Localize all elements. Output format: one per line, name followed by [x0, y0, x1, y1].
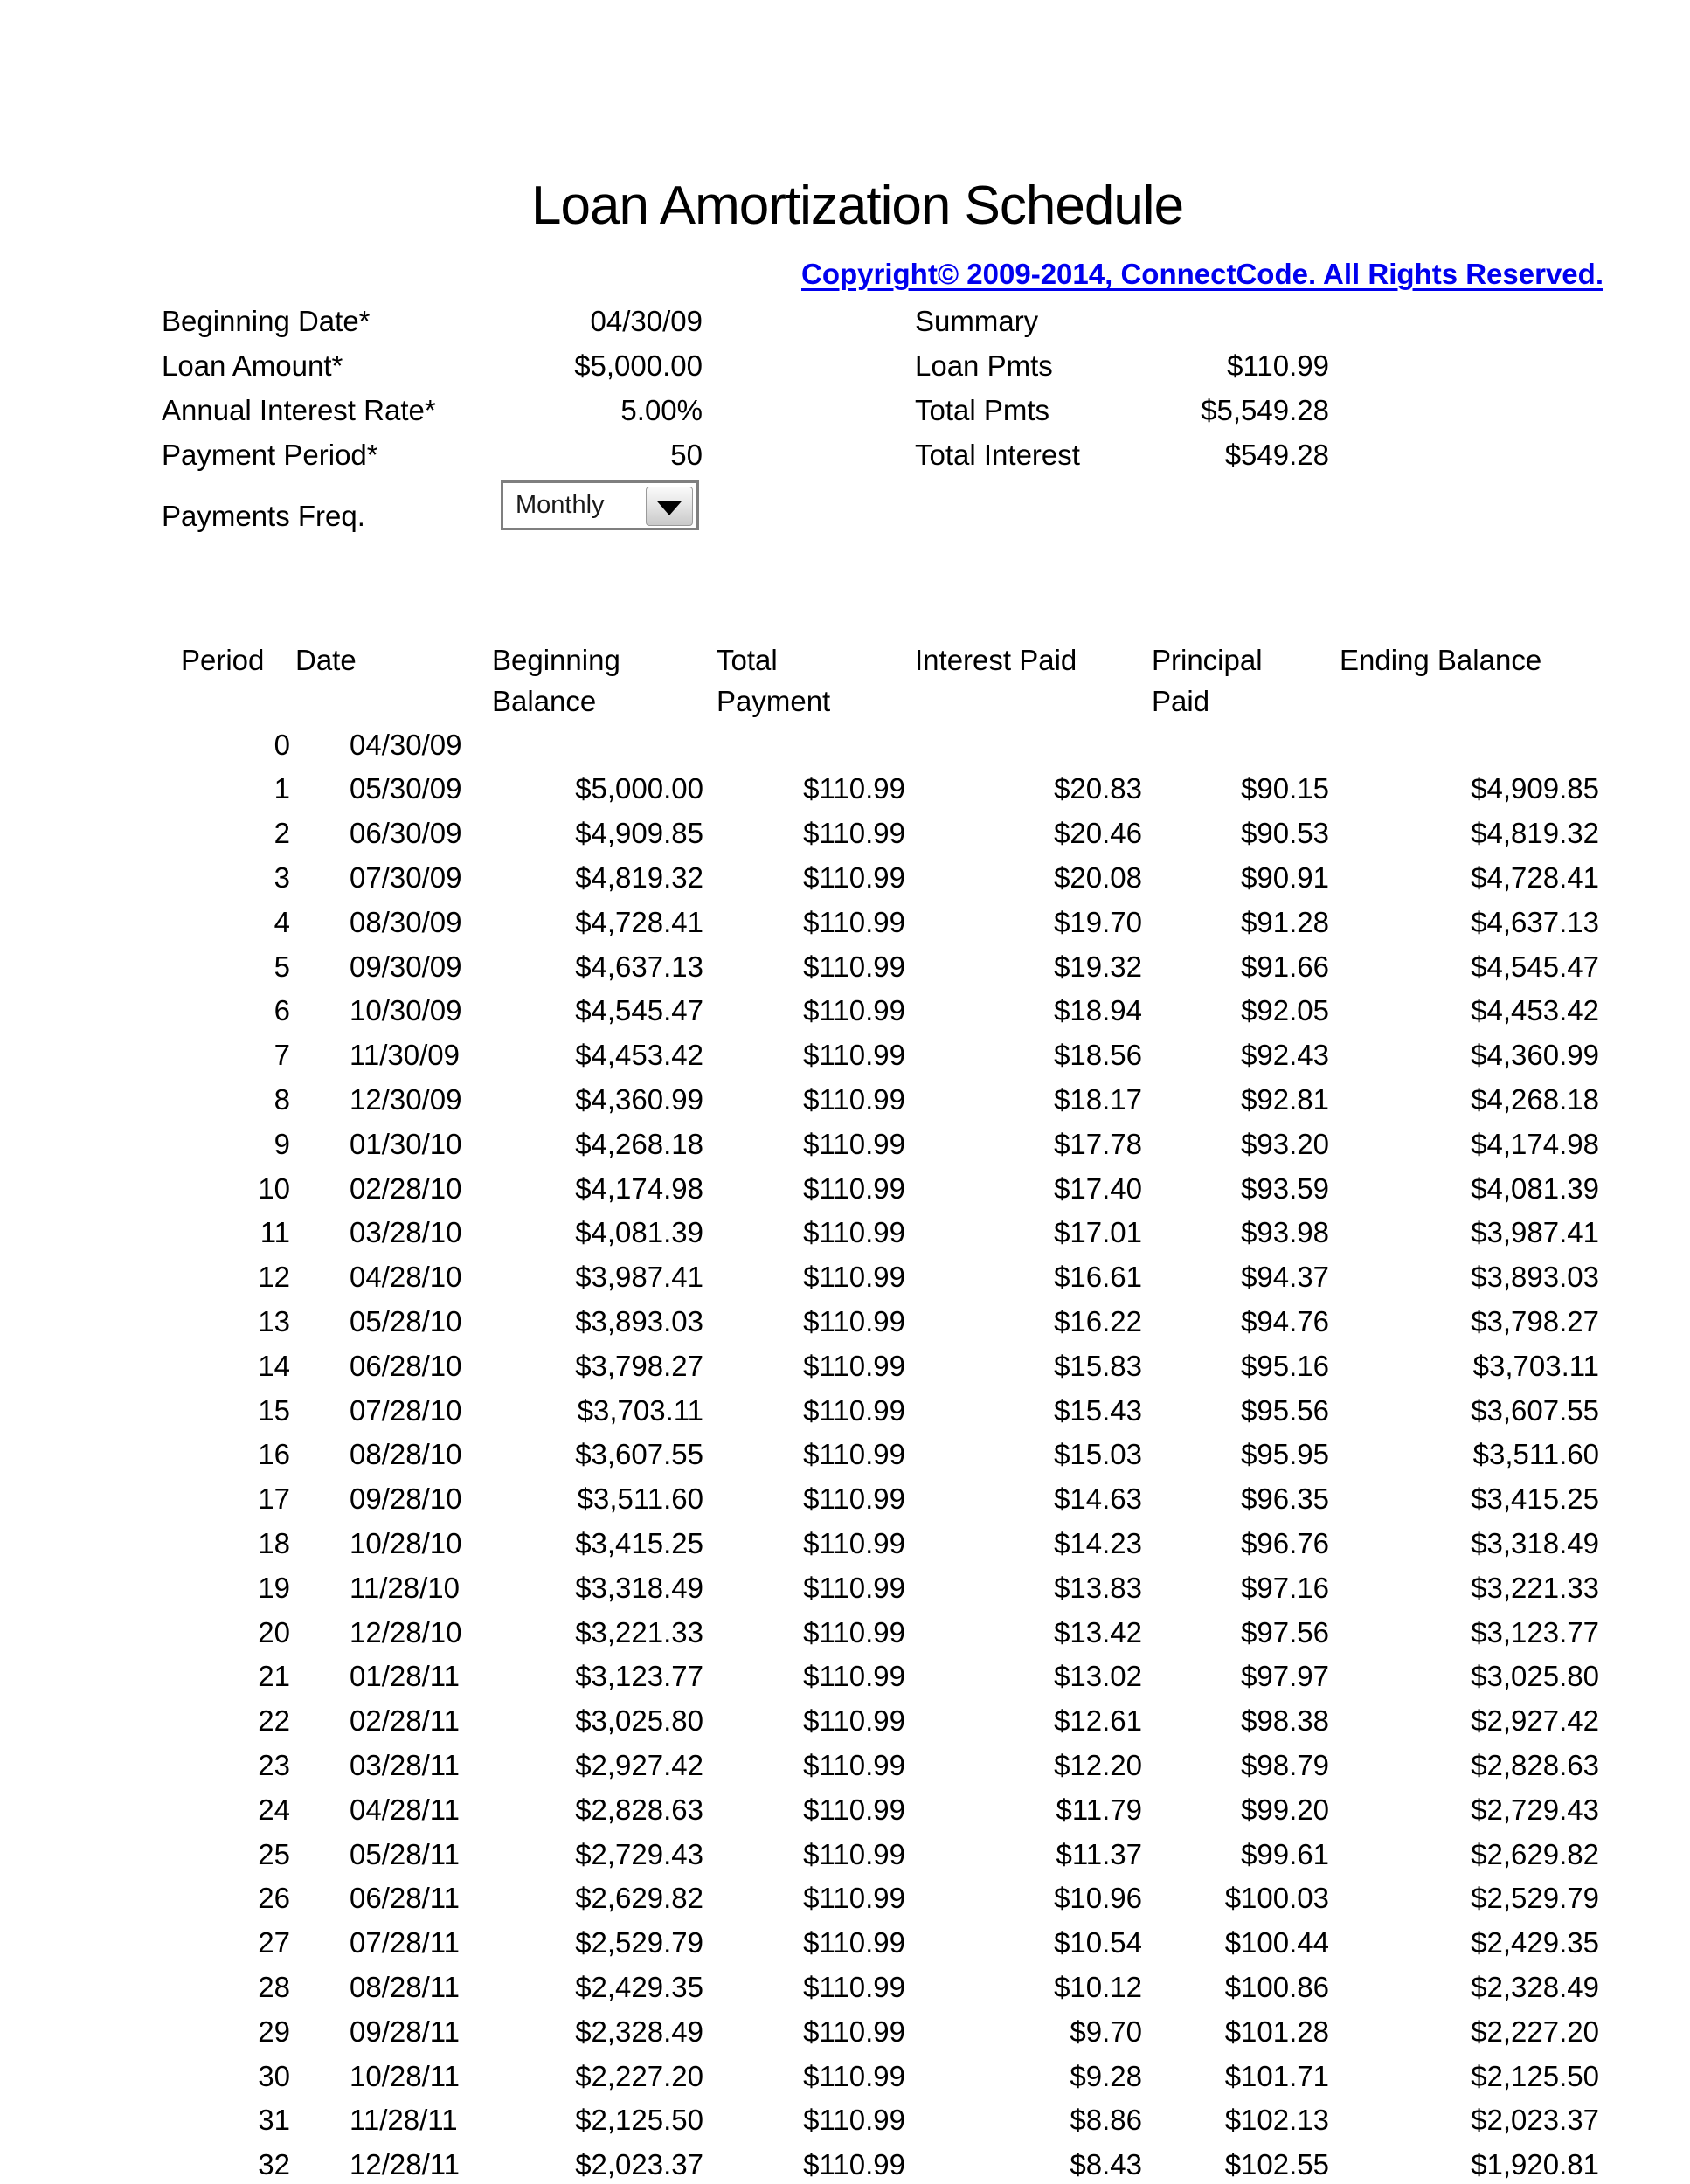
cell-period: 21: [258, 1660, 290, 1692]
col-header-ending-balance: Ending Balance: [1340, 644, 1542, 676]
cell-payment: $110.99: [803, 1350, 905, 1382]
cell-date: 09/28/11: [350, 2015, 461, 2048]
payment-period-label: Payment Period*: [162, 439, 378, 471]
cell-principal: $97.16: [1241, 1572, 1329, 1604]
cell-principal: $101.71: [1224, 2060, 1329, 2092]
cell-date: 09/28/10: [350, 1482, 462, 1515]
cell-interest: $19.32: [1054, 950, 1142, 983]
cell-beginning: $5,000.00: [575, 772, 703, 805]
cell-beginning: $4,819.32: [575, 861, 703, 894]
cell-interest: $10.54: [1054, 1926, 1142, 1959]
cell-ending: $3,607.55: [1471, 1394, 1599, 1427]
cell-beginning: $3,123.77: [575, 1660, 703, 1692]
cell-payment: $110.99: [803, 1882, 905, 1914]
col-header-principal-line1: Principal: [1152, 644, 1263, 676]
cell-date: 03/28/10: [350, 1216, 462, 1248]
cell-beginning: $3,318.49: [575, 1572, 703, 1604]
total-interest-value: $549.28: [1224, 439, 1329, 471]
payments-freq-combobox[interactable]: [501, 480, 699, 530]
cell-period: 12: [258, 1261, 290, 1293]
cell-date: 12/28/10: [350, 1616, 462, 1648]
cell-ending: $3,511.60: [1472, 1438, 1599, 1470]
cell-date: 10/30/09: [350, 994, 462, 1026]
cell-beginning: $4,637.13: [575, 950, 703, 983]
table-row: [0, 1081, 1690, 1119]
table-row: [0, 1435, 1690, 1474]
cell-payment: $110.99: [803, 1039, 905, 1071]
cell-period: 16: [258, 1438, 290, 1470]
cell-ending: $4,268.18: [1471, 1083, 1599, 1116]
cell-principal: $99.61: [1241, 1838, 1329, 1870]
table-row: [0, 2013, 1690, 2051]
cell-principal: $96.76: [1241, 1527, 1329, 1559]
cell-date: 04/30/09: [350, 729, 462, 761]
cell-payment: $110.99: [803, 1527, 905, 1559]
cell-principal: $95.56: [1241, 1394, 1329, 1427]
table-row: [0, 903, 1690, 942]
cell-payment: $110.99: [803, 1794, 905, 1826]
cell-beginning: $4,268.18: [575, 1128, 703, 1160]
cell-date: 05/28/11: [350, 1838, 461, 1870]
total-interest-label: Total Interest: [915, 439, 1080, 471]
cell-payment: $110.99: [803, 1261, 905, 1293]
cell-interest: $15.03: [1054, 1438, 1142, 1470]
cell-principal: $90.15: [1241, 772, 1329, 805]
table-row: [0, 1480, 1690, 1518]
cell-date: 01/30/10: [350, 1128, 462, 1160]
cell-principal: $98.79: [1241, 1749, 1329, 1781]
cell-date: 06/28/10: [350, 1350, 462, 1382]
cell-ending: $2,328.49: [1471, 1971, 1599, 2003]
cell-principal: $102.55: [1224, 2148, 1329, 2181]
payments-freq-label: Payments Freq.: [162, 500, 365, 532]
cell-date: 11/28/10: [350, 1572, 461, 1604]
table-row: [0, 1036, 1690, 1075]
table-row: [0, 770, 1690, 808]
loan-amount-value[interactable]: $5,000.00: [574, 349, 703, 382]
cell-principal: $90.53: [1241, 817, 1329, 849]
cell-payment: $110.99: [803, 1394, 905, 1427]
cell-ending: $2,023.37: [1471, 2104, 1599, 2136]
cell-ending: $2,429.35: [1471, 1926, 1599, 1959]
cell-beginning: $2,927.42: [575, 1749, 703, 1781]
cell-ending: $3,703.11: [1472, 1350, 1599, 1382]
cell-beginning: $3,798.27: [575, 1350, 703, 1382]
cell-principal: $96.35: [1241, 1482, 1329, 1515]
cell-period: 22: [258, 1704, 290, 1737]
table-row: [0, 1125, 1690, 1164]
cell-period: 24: [258, 1794, 290, 1826]
cell-payment: $110.99: [803, 1083, 905, 1116]
table-row: [0, 814, 1690, 853]
cell-principal: $92.05: [1241, 994, 1329, 1026]
cell-date: 02/28/11: [350, 1704, 461, 1737]
cell-payment: $110.99: [803, 906, 905, 938]
cell-beginning: $2,729.43: [575, 1838, 703, 1870]
cell-ending: $4,637.13: [1471, 906, 1599, 938]
cell-date: 10/28/10: [350, 1527, 462, 1559]
table-row: [0, 1347, 1690, 1386]
cell-beginning: $3,511.60: [577, 1482, 703, 1515]
cell-payment: $110.99: [803, 1616, 905, 1648]
loan-pmts-value: $110.99: [1227, 349, 1329, 382]
table-row: [0, 1702, 1690, 1740]
cell-principal: $92.81: [1241, 1083, 1329, 1116]
table-row: [0, 2057, 1690, 2096]
cell-date: 04/28/11: [350, 1794, 461, 1826]
total-pmts-value: $5,549.28: [1201, 394, 1329, 426]
table-row: [0, 1791, 1690, 1829]
table-row: [0, 1746, 1690, 1785]
cell-period: 31: [258, 2104, 290, 2136]
cell-period: 11: [260, 1216, 290, 1248]
col-header-beginning-line1: Beginning: [492, 644, 620, 676]
cell-date: 08/28/10: [350, 1438, 462, 1470]
cell-period: 9: [274, 1128, 290, 1160]
col-header-total-line2: Payment: [717, 685, 831, 717]
cell-interest: $9.70: [1070, 2015, 1142, 2048]
cell-beginning: $3,893.03: [575, 1305, 703, 1337]
table-row: [0, 1258, 1690, 1296]
table-row: [0, 2101, 1690, 2139]
cell-period: 27: [258, 1926, 290, 1959]
cell-interest: $11.79: [1056, 1794, 1142, 1826]
table-row: [0, 1657, 1690, 1696]
table-row: [0, 1879, 1690, 1918]
cell-date: 02/28/10: [350, 1172, 462, 1205]
cell-payment: $110.99: [803, 1838, 905, 1870]
cell-interest: $17.40: [1054, 1172, 1142, 1205]
table-row: [0, 1213, 1690, 1252]
cell-period: 6: [274, 994, 290, 1026]
dropdown-arrow-icon: [657, 501, 682, 515]
cell-date: 06/28/11: [350, 1882, 461, 1914]
cell-beginning: $4,728.41: [575, 906, 703, 938]
cell-payment: $110.99: [803, 1172, 905, 1205]
cell-period: 2: [274, 817, 290, 849]
cell-ending: $2,125.50: [1471, 2060, 1599, 2092]
cell-period: 20: [258, 1616, 290, 1648]
cell-principal: $94.37: [1241, 1261, 1329, 1293]
table-row: [0, 1392, 1690, 1430]
cell-ending: $4,081.39: [1471, 1172, 1599, 1205]
cell-period: 17: [258, 1482, 290, 1515]
cell-beginning: $4,545.47: [575, 994, 703, 1026]
cell-ending: $1,920.81: [1471, 2148, 1599, 2181]
cell-payment: $110.99: [803, 1971, 905, 2003]
cell-date: 09/30/09: [350, 950, 462, 983]
cell-period: 3: [274, 861, 290, 894]
cell-beginning: $4,909.85: [575, 817, 703, 849]
col-header-total-line1: Total: [717, 644, 778, 676]
cell-principal: $97.97: [1241, 1660, 1329, 1692]
cell-ending: $2,529.79: [1471, 1882, 1599, 1914]
cell-period: 7: [274, 1039, 290, 1071]
loan-pmts-label: Loan Pmts: [915, 349, 1053, 382]
cell-interest: $10.12: [1054, 1971, 1142, 2003]
cell-date: 04/28/10: [350, 1261, 462, 1293]
cell-interest: $9.28: [1070, 2060, 1142, 2092]
cell-date: 05/30/09: [350, 772, 462, 805]
table-row: [0, 1924, 1690, 1962]
cell-period: 8: [274, 1083, 290, 1116]
cell-period: 14: [258, 1350, 290, 1382]
cell-ending: $4,453.42: [1471, 994, 1599, 1026]
cell-interest: $20.08: [1054, 861, 1142, 894]
cell-beginning: $3,025.80: [575, 1704, 703, 1737]
cell-payment: $110.99: [803, 1482, 905, 1515]
cell-date: 07/30/09: [350, 861, 462, 894]
cell-date: 11/28/11: [350, 2104, 458, 2136]
cell-ending: $4,545.47: [1471, 950, 1599, 983]
cell-payment: $110.99: [803, 1749, 905, 1781]
cell-principal: $98.38: [1241, 1704, 1329, 1737]
cell-interest: $15.43: [1054, 1394, 1142, 1427]
col-header-date: Date: [295, 644, 357, 676]
loan-amount-label: Loan Amount*: [162, 349, 343, 382]
cell-interest: $12.20: [1054, 1749, 1142, 1781]
cell-date: 07/28/10: [350, 1394, 462, 1427]
cell-date: 05/28/10: [350, 1305, 462, 1337]
cell-payment: $110.99: [803, 1216, 905, 1248]
cell-period: 5: [274, 950, 290, 983]
cell-principal: $92.43: [1241, 1039, 1329, 1071]
cell-interest: $8.86: [1070, 2104, 1142, 2136]
cell-principal: $90.91: [1241, 861, 1329, 894]
cell-payment: $110.99: [803, 1926, 905, 1959]
cell-interest: $18.17: [1054, 1083, 1142, 1116]
interest-rate-label: Annual Interest Rate*: [162, 394, 436, 426]
cell-principal: $95.16: [1241, 1350, 1329, 1382]
cell-period: 4: [274, 906, 290, 938]
col-header-principal-line2: Paid: [1152, 685, 1210, 717]
cell-interest: $18.56: [1054, 1039, 1142, 1071]
cell-period: 1: [274, 772, 290, 805]
table-row: [0, 859, 1690, 897]
cell-principal: $101.28: [1224, 2015, 1329, 2048]
cell-date: 11/30/09: [350, 1039, 461, 1071]
cell-principal: $93.59: [1241, 1172, 1329, 1205]
cell-interest: $8.43: [1070, 2148, 1142, 2181]
cell-payment: $110.99: [803, 1660, 905, 1692]
cell-principal: $97.56: [1241, 1616, 1329, 1648]
cell-payment: $110.99: [803, 1438, 905, 1470]
cell-payment: $110.99: [803, 2015, 905, 2048]
cell-beginning: $3,607.55: [575, 1438, 703, 1470]
table-row: [0, 2146, 1690, 2184]
cell-ending: $2,828.63: [1471, 1749, 1599, 1781]
cell-beginning: $2,227.20: [575, 2060, 703, 2092]
cell-ending: $3,123.77: [1471, 1616, 1599, 1648]
cell-interest: $16.61: [1054, 1261, 1142, 1293]
cell-beginning: $3,987.41: [575, 1261, 703, 1293]
cell-principal: $100.44: [1224, 1926, 1329, 1959]
cell-beginning: $2,629.82: [575, 1882, 703, 1914]
cell-payment: $110.99: [803, 1128, 905, 1160]
cell-interest: $13.02: [1054, 1660, 1142, 1692]
cell-interest: $18.94: [1054, 994, 1142, 1026]
cell-payment: $110.99: [803, 2148, 905, 2181]
cell-interest: $11.37: [1056, 1838, 1142, 1870]
summary-title: Summary: [915, 305, 1039, 337]
cell-payment: $110.99: [803, 1572, 905, 1604]
cell-ending: $3,798.27: [1471, 1305, 1599, 1337]
cell-payment: $110.99: [803, 2060, 905, 2092]
cell-date: 08/28/11: [350, 1971, 461, 2003]
cell-date: 12/28/11: [350, 2148, 461, 2181]
table-row: [0, 1170, 1690, 1208]
cell-date: 06/30/09: [350, 817, 462, 849]
cell-payment: $110.99: [803, 861, 905, 894]
cell-period: 0: [274, 729, 290, 761]
cell-beginning: $2,023.37: [575, 2148, 703, 2181]
total-pmts-label: Total Pmts: [915, 394, 1050, 426]
cell-beginning: $2,328.49: [575, 2015, 703, 2048]
cell-period: 13: [258, 1305, 290, 1337]
cell-ending: $2,227.20: [1471, 2015, 1599, 2048]
cell-period: 23: [258, 1749, 290, 1781]
cell-ending: $2,729.43: [1471, 1794, 1599, 1826]
cell-beginning: $3,221.33: [575, 1616, 703, 1648]
cell-interest: $13.42: [1054, 1616, 1142, 1648]
cell-principal: $95.95: [1241, 1438, 1329, 1470]
cell-period: 18: [258, 1527, 290, 1559]
payment-period-value[interactable]: 50: [670, 439, 703, 471]
cell-ending: $4,728.41: [1471, 861, 1599, 894]
cell-interest: $19.70: [1054, 906, 1142, 938]
cell-payment: $110.99: [803, 994, 905, 1026]
cell-period: 25: [258, 1838, 290, 1870]
cell-date: 08/30/09: [350, 906, 462, 938]
beginning-date-label: Beginning Date*: [162, 305, 371, 337]
cell-period: 26: [258, 1882, 290, 1914]
cell-payment: $110.99: [803, 1704, 905, 1737]
cell-period: 29: [258, 2015, 290, 2048]
cell-beginning: $2,429.35: [575, 1971, 703, 2003]
cell-principal: $93.20: [1241, 1128, 1329, 1160]
cell-date: 03/28/11: [350, 1749, 461, 1781]
col-header-beginning-line2: Balance: [492, 685, 597, 717]
cell-period: 30: [258, 2060, 290, 2092]
cell-interest: $17.78: [1054, 1128, 1142, 1160]
table-row: [0, 1569, 1690, 1607]
cell-principal: $91.66: [1241, 950, 1329, 983]
copyright-link[interactable]: Copyright© 2009-2014, ConnectCode. All Rights Reserved.: [801, 258, 1603, 290]
cell-period: 32: [258, 2148, 290, 2181]
page-title: Loan Amortization Schedule: [531, 176, 1184, 236]
table-row: [0, 1835, 1690, 1874]
beginning-date-value[interactable]: 04/30/09: [590, 305, 703, 337]
cell-beginning: $2,529.79: [575, 1926, 703, 1959]
cell-principal: $93.98: [1241, 1216, 1329, 1248]
cell-ending: $4,819.32: [1471, 817, 1599, 849]
table-row: [0, 726, 1690, 764]
cell-date: 12/30/09: [350, 1083, 462, 1116]
cell-ending: $3,987.41: [1471, 1216, 1599, 1248]
table-row: [0, 1968, 1690, 2007]
cell-principal: $100.03: [1224, 1882, 1329, 1914]
cell-payment: $110.99: [803, 2104, 905, 2136]
cell-beginning: $4,174.98: [575, 1172, 703, 1205]
cell-interest: $20.46: [1054, 817, 1142, 849]
table-row: [0, 992, 1690, 1030]
cell-period: 10: [258, 1172, 290, 1205]
cell-interest: $16.22: [1054, 1305, 1142, 1337]
interest-rate-value[interactable]: 5.00%: [620, 394, 703, 426]
cell-beginning: $3,703.11: [577, 1394, 703, 1427]
cell-principal: $102.13: [1224, 2104, 1329, 2136]
cell-ending: $3,025.80: [1471, 1660, 1599, 1692]
cell-interest: $14.63: [1054, 1482, 1142, 1515]
cell-date: 07/28/11: [350, 1926, 461, 1959]
payments-freq-dropdown-button[interactable]: [646, 487, 693, 526]
cell-payment: $110.99: [803, 817, 905, 849]
table-row: [0, 1303, 1690, 1341]
cell-interest: $12.61: [1054, 1704, 1142, 1737]
table-row: [0, 948, 1690, 986]
col-header-interest-paid: Interest Paid: [915, 644, 1077, 676]
cell-date: 10/28/11: [350, 2060, 461, 2092]
cell-interest: $14.23: [1054, 1527, 1142, 1559]
cell-interest: $10.96: [1054, 1882, 1142, 1914]
cell-ending: $3,318.49: [1471, 1527, 1599, 1559]
cell-ending: $3,415.25: [1471, 1482, 1599, 1515]
cell-principal: $99.20: [1241, 1794, 1329, 1826]
cell-ending: $2,629.82: [1471, 1838, 1599, 1870]
cell-beginning: $2,125.50: [575, 2104, 703, 2136]
cell-ending: $3,893.03: [1471, 1261, 1599, 1293]
cell-ending: $4,360.99: [1471, 1039, 1599, 1071]
cell-period: 19: [258, 1572, 290, 1604]
cell-beginning: $4,360.99: [575, 1083, 703, 1116]
cell-ending: $4,174.98: [1471, 1128, 1599, 1160]
cell-principal: $94.76: [1241, 1305, 1329, 1337]
cell-period: 28: [258, 1971, 290, 2003]
payments-freq-selected-value[interactable]: Monthly: [516, 491, 605, 519]
cell-period: 15: [258, 1394, 290, 1427]
cell-interest: $13.83: [1054, 1572, 1142, 1604]
cell-beginning: $3,415.25: [575, 1527, 703, 1559]
cell-beginning: $4,453.42: [575, 1039, 703, 1071]
cell-beginning: $2,828.63: [575, 1794, 703, 1826]
cell-principal: $91.28: [1241, 906, 1329, 938]
cell-ending: $3,221.33: [1471, 1572, 1599, 1604]
col-header-period: Period: [181, 644, 265, 676]
cell-payment: $110.99: [803, 950, 905, 983]
cell-interest: $17.01: [1054, 1216, 1142, 1248]
cell-principal: $100.86: [1224, 1971, 1329, 2003]
cell-interest: $15.83: [1054, 1350, 1142, 1382]
cell-date: 01/28/11: [350, 1660, 461, 1692]
cell-payment: $110.99: [803, 772, 905, 805]
cell-interest: $20.83: [1054, 772, 1142, 805]
cell-ending: $4,909.85: [1471, 772, 1599, 805]
table-row: [0, 1614, 1690, 1652]
cell-ending: $2,927.42: [1471, 1704, 1599, 1737]
cell-payment: $110.99: [803, 1305, 905, 1337]
cell-beginning: $4,081.39: [575, 1216, 703, 1248]
table-row: [0, 1524, 1690, 1563]
